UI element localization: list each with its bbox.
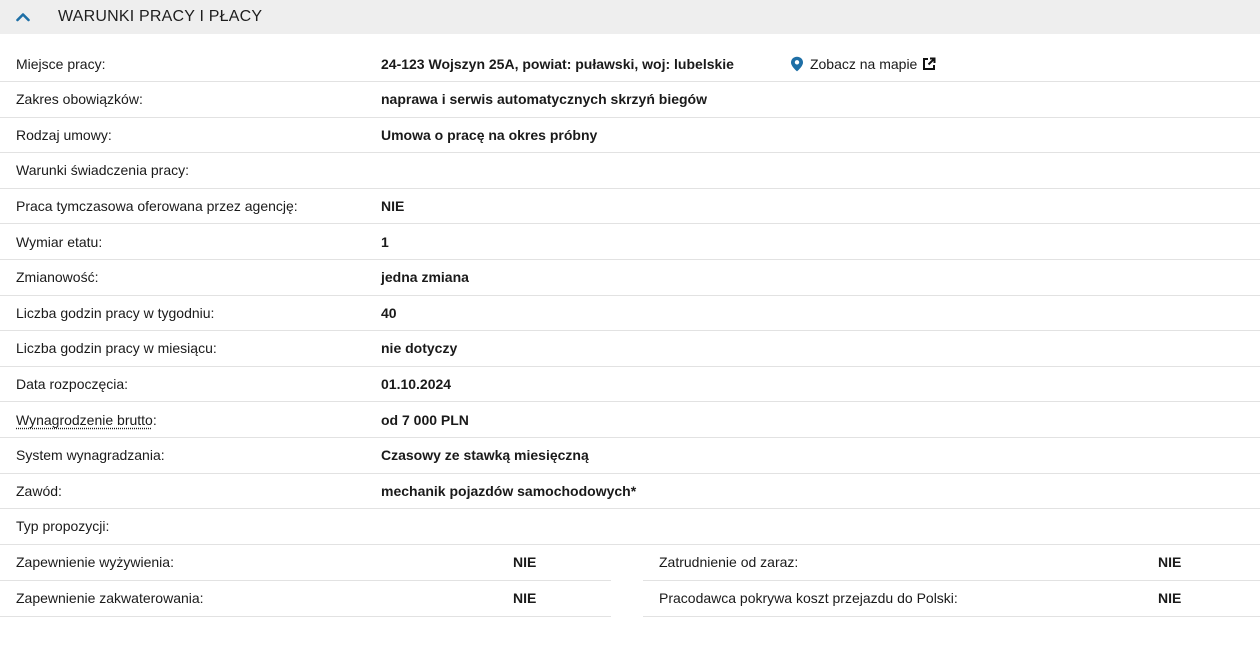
show-on-map-label[interactable]: Zobacz na mapie — [809, 55, 918, 72]
row-warunki-swiadczenia — [0, 153, 1260, 189]
row-value: NIE — [1158, 590, 1182, 607]
row-rodzaj-umowy — [0, 118, 1260, 154]
row-label: Warunki świadczenia pracy: — [16, 162, 189, 179]
external-link-icon — [922, 57, 936, 71]
salary-tooltip-trigger[interactable]: Wynagrodzenie brutto — [16, 411, 153, 428]
row-label: Typ propozycji: — [16, 518, 110, 535]
row-system-wynagradzania — [0, 438, 1260, 474]
row-value: nie dotyczy — [381, 340, 458, 357]
row-value: NIE — [513, 590, 537, 607]
row-value: 1 — [381, 233, 389, 250]
row-value: NIE — [513, 554, 537, 571]
extras-left-column — [0, 545, 611, 617]
row-label: Zakres obowiązków: — [16, 91, 143, 108]
row-label: Zatrudnienie od zaraz: — [659, 554, 799, 571]
row-label: Pracodawca pokrywa koszt przejazdu do Polski: — [659, 590, 958, 607]
row-label: Zapewnienie zakwaterowania: — [16, 590, 204, 607]
row-value: NIE — [1158, 554, 1182, 571]
label-colon: : — [152, 411, 157, 428]
row-zawod — [0, 474, 1260, 510]
extras-right-column — [643, 545, 1260, 617]
row-wyzywienie — [0, 545, 611, 581]
map-pin-icon — [790, 56, 804, 72]
row-label: Liczba godzin pracy w tygodniu: — [16, 304, 215, 321]
row-label — [0, 412, 381, 428]
row-koszt-przejazdu — [643, 581, 1260, 617]
row-zakres-obowiazkow — [0, 82, 1260, 118]
show-on-map-link[interactable] — [790, 56, 936, 72]
row-wymiar-etatu — [0, 224, 1260, 260]
row-zakwaterowanie — [0, 581, 611, 617]
row-label: Miejsce pracy: — [16, 55, 106, 72]
row-miejsce-pracy — [0, 46, 1260, 82]
row-value: 40 — [381, 304, 397, 321]
row-godziny-tydzien — [0, 296, 1260, 332]
row-label: Rodzaj umowy: — [16, 126, 112, 143]
chevron-up-icon[interactable] — [14, 8, 32, 26]
row-value: NIE — [381, 198, 405, 215]
row-zatrudnienie-od-zaraz — [643, 545, 1260, 581]
details-list — [0, 46, 1260, 617]
row-value: Czasowy ze stawką miesięczną — [381, 447, 589, 464]
row-value: Umowa o pracę na okres próbny — [381, 126, 598, 143]
row-zmianowosc — [0, 260, 1260, 296]
row-praca-tymczasowa — [0, 189, 1260, 225]
row-label: Zawód: — [16, 482, 62, 499]
proposal-extras — [0, 545, 1260, 617]
row-label: Data rozpoczęcia: — [16, 376, 129, 393]
row-label: Praca tymczasowa oferowana przez agencję: — [16, 198, 298, 215]
row-value: 01.10.2024 — [381, 376, 452, 393]
row-label: System wynagradzania: — [16, 447, 165, 464]
row-wynagrodzenie — [0, 402, 1260, 438]
row-value: jedna zmiana — [381, 269, 469, 286]
row-label: Zmianowość: — [16, 269, 99, 286]
section-title: WARUNKI PRACY I PŁACY — [58, 8, 263, 25]
row-label: Liczba godzin pracy w miesiącu: — [16, 340, 217, 357]
row-value: od 7 000 PLN — [381, 411, 469, 428]
row-data-rozpoczecia — [0, 367, 1260, 403]
row-value: mechanik pojazdów samochodowych* — [381, 482, 637, 499]
row-value: naprawa i serwis automatycznych skrzyń biegów — [381, 91, 707, 108]
row-value: 24-123 Wojszyn 25A, powiat: puławski, woj: lubelskie — [381, 55, 734, 72]
row-label: Wymiar etatu: — [16, 233, 103, 250]
row-typ-propozycji — [0, 509, 1260, 545]
row-godziny-miesiac — [0, 331, 1260, 367]
section-header[interactable] — [0, 0, 1260, 34]
row-label: Zapewnienie wyżywienia: — [16, 554, 174, 571]
